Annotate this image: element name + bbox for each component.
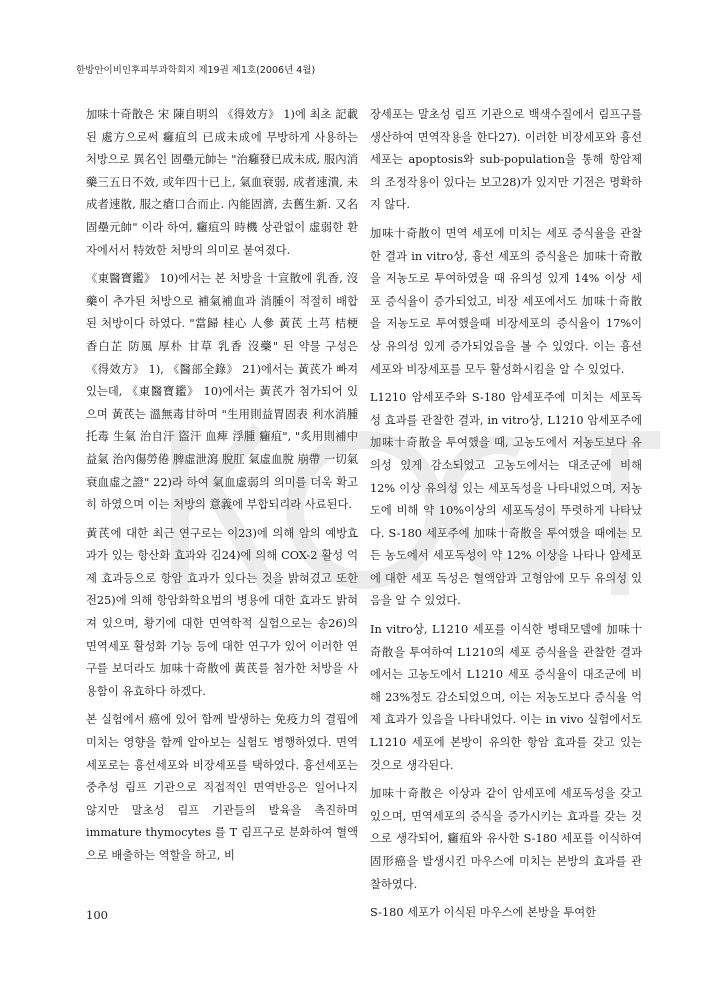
paragraph: In vitro상, L1210 세포를 이식한 병태모델에 加味十奇散을 투여하여 L1210의 세포 증식율을 관찰한 결과에서는 고농도에서 L1210 세포 증식율이 대조군에 비해 23%정도 감소되었으며, 이는 저농도보다 증식율 억제 효과가 있음을 나타내었다. 이는 in vivo 실험에서도 L1210 세포에 본방이 유의한 항암 효과를 갖고 있는 것으로 생각된다. <box>370 623 642 772</box>
paragraph: L1210 암세포주와 S-180 암세포주에 미치는 세포독성 효과를 관찰한 결과, in vitro상, L1210 암세포주에 加味十奇散을 투여했을 때, 고농도에서 저농도보다 유의성 있게 감소되었고 고농도에서는 대조군에 비해 12% 이상 유의성 있는 세포독성을 나타내었으며, 저농도에 비해 약 10%이상의 세포독성이 뚜렷하게 나타났다. S-180 세포주에 加味十奇散을 투여했을 때에는 모든 농도에서 세포독성이 약 12% 이상을 나타나 암세포에 대한 세포 독성은 혈액암과 고형암에 모두 유의성 있음을 알 수 있었다. <box>370 391 642 608</box>
paragraph: 加味十奇散은 이상과 같이 암세포에 세포독성을 갖고 있으며, 면역세포의 증식을 증가시키는 효과를 갖는 것으로 생각되어, 癰疽와 유사한 S-180 세포를 이식하여 固形癌을 발생시킨 마우스에 미치는 본방의 효과를 관찰하였다. <box>370 787 642 891</box>
right-column <box>370 104 642 931</box>
running-header: 한방안이비인후피부과학회지 제19권 제1호(2006년 4월) <box>76 65 316 76</box>
left-column <box>86 104 358 874</box>
paragraph: 본 실험에서 癌에 있어 함께 발생하는 免疫力의 결핍에 미치는 영향을 함께 알아보는 실험도 병행하였다. 면역세포로는 흉선세포와 비장세포를 택하였다. 흉선세포는 중추성 림프 기관으로 직접적인 면역반응은 일어나지 않지만 말초성 림프 기관들의 발육을 촉진하며 immature thymocytes 를 T 림프구로 분화하여 혈액으로 배출하는 역할을 하고, 비 <box>86 713 358 862</box>
paragraph: 장세포는 말초성 림프 기관으로 백색수질에서 림프구를 생산하여 면역작용을 한다27). 이러한 비장세포와 흉선세포는 apoptosis와 sub-population을 통해 항암제의 조정작용이 있다는 보고28)가 있지만 기전은 명확하지 않다. <box>370 108 642 212</box>
page-number: 100 <box>86 908 108 922</box>
paragraph: S-180 세포가 이식된 마우스에 본방을 투여한 <box>370 906 597 920</box>
paragraph: 黃芪에 대한 최근 연구로는 이23)에 의해 암의 예방효과가 있는 항산화 효과와 김24)에 의해 COX-2 활성 억제 효과등으로 항암 효과가 있다는 것을 밝혀겼고 또한 전25)에 의해 항암화학요법의 병용에 대한 효과도 밝혀져 있으며, 황기에 대한 면역학적 실험으로는 송26)의 면역세포 활성화 기능 등에 대한 연구가 있어 이러한 연구를 보더라도 加味十奇散에 黃芪를 첨가한 처방을 사용함이 유효하다 하겠다. <box>86 526 358 698</box>
paragraph: 《東醫寶鑑》 10)에서는 본 처방을 十宣散에 乳香, 沒藥이 추가된 처방으로 補氣補血과 消腫이 적절히 배합된 처방이다 하였다. "當歸 桂心 人參 黃芪 土芎 桔梗 香白芷 防風 厚朴 甘草 乳香 沒藥" 된 약물 구성은 《得效方》 1), 《醫部全錄》 21)에서는 黃芪가 빠져있는데, 《東醫寶鑑》 10)에서는 黃芪가 첨가되어 있으며 黃芪는 溫無毒甘하며 "生用則益胃固表 利水消腫 托毒 生氣 治自汗 盜汗 血痺 浮腫 癰疽", "炙用則補中益氣 治內傷勞倦 脾虛泄瀉 脫肛 氣虛血脫 崩帶 一切氣衰血虛之證" 22)라 하여 氣血虛弱의 의미를 더욱 확고히 하였으며 이는 처방의 意義에 부합되리라 사료된다. <box>86 272 358 512</box>
paragraph: 加味十奇散이 면역 세포에 미치는 세포 증식율을 관찰한 결과 in vitro상, 흉선 세포의 증식율은 加味十奇散을 저농도로 투여하였을 때 유의성 있게 14% 이상 세포 증식율이 증가되었고, 비장 세포에서도 加味十奇散을 저농도로 투여했을때 비장세포의 증식율이 17%이상 유의성 있게 증가되었음을 볼 수 있었다. 이는 흉선세포와 비장세포를 모두 활성화시킴을 알 수 있었다. <box>370 226 642 376</box>
paragraph: 加味十奇散은 宋 陳自明의 《得效方》 1)에 최초 記載된 處方으로써 癰疽의 已成未成에 무방하게 사용하는 처방으로 異名인 固壘元帥는 "治癰發已成未成, 服內消藥三五日不效, 或年四十已上, 氣血衰弱, 成者速潰, 未成者速散, 服之瘡口合而止. 內能固濟, 去舊生新. 又名固壘元帥" 이라 하여, 癰疽의 時機 상관없이 虛弱한 환자에서서 特效한 처방의 의미로 붙여졌다. <box>86 108 358 257</box>
